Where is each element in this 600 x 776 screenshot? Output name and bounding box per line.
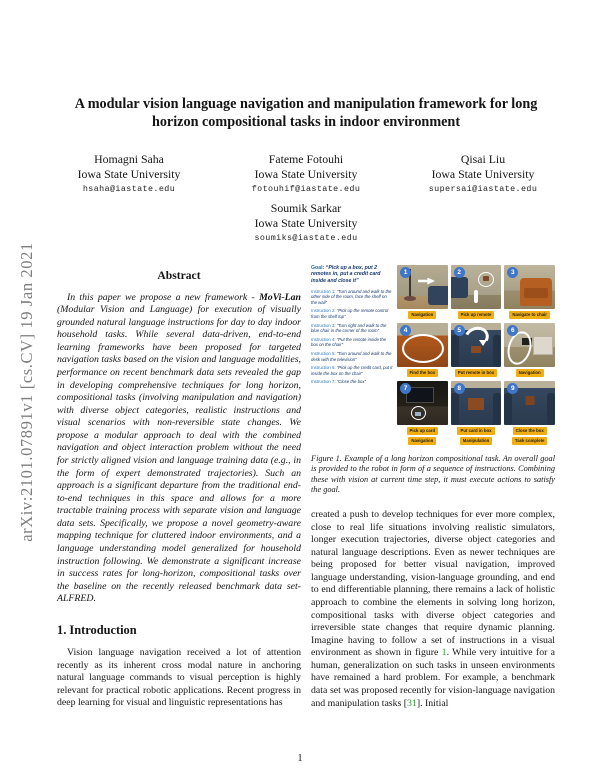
figure-frame-7 xyxy=(397,381,448,445)
step-number-badge: 8 xyxy=(454,383,465,394)
abstract-heading: Abstract xyxy=(157,268,201,282)
action-label: Close the box xyxy=(513,427,547,435)
closed-box-shape xyxy=(525,396,534,405)
instruction-label: Instruction 7: xyxy=(311,379,336,385)
figure-1 xyxy=(311,265,555,445)
couch-shape xyxy=(428,286,448,305)
instruction-label: Instruction 2: xyxy=(311,308,336,314)
introduction-heading: 1. Introduction xyxy=(57,622,137,637)
instruction-text: “Turn around and walk to the desk with the television” xyxy=(311,350,392,362)
instruction-label: Instruction 5: xyxy=(311,350,336,356)
step-number-badge: 7 xyxy=(400,383,411,394)
figure-frame-6 xyxy=(504,323,555,377)
instruction-item xyxy=(311,308,393,319)
body-text-part: created a push to develop techniques for ever more complex, close to real life situations involving realistic simulators, longer execution trajectories, diverse object categories and natural language descriptions. Even as newer techniques are being proposed for better visual navigation, improved language understanding, vision-language grounding, and end to end differentiable planning, there remains a lack of holistic approach to combine the elements in solving long horizon, compositional tasks with diverse object categories and irreversible state changes that require dynamic planning. Imagine having to follow a set of instructions in a visual environment as shown in figure xyxy=(311,508,555,659)
instruction-label: Instruction 6: xyxy=(311,365,336,371)
lamp-base-shape xyxy=(404,296,416,301)
instruction-text: “Pick up the credit card, put it inside the box on the chair” xyxy=(311,365,393,376)
action-label: Put card in box xyxy=(457,427,494,435)
figure-reference-link[interactable]: 1 xyxy=(441,647,447,659)
orange-chair-shape xyxy=(520,278,552,306)
figure-caption-text: Example of a long horizon compositional task. An overall goal is provided to the robot in form of a sequence of instructions. Combining these with vision at current time step, it must execute actions to satisfy the goal. xyxy=(311,453,555,495)
action-label-secondary: Manipulation xyxy=(460,437,493,445)
author-block xyxy=(413,152,553,194)
frame-6-scene xyxy=(504,323,555,367)
step-number-badge: 1 xyxy=(400,267,411,278)
instruction-label: Instruction 1: xyxy=(311,288,336,294)
framework-name: MoVi-Lan xyxy=(259,291,301,303)
figure-caption-label: Figure 1. xyxy=(311,453,342,463)
author-affiliation: Iowa State University xyxy=(254,166,358,181)
author-block xyxy=(57,201,555,243)
action-label: Pick up card xyxy=(407,427,439,435)
abstract-post: (Modular Vision and Language) for execution of visually grounded natural language instructions for day to day indoor household tasks. While several data-driven, end-to-end learning frameworks have been proposed for targeted navigation tasks based on the vision and language modalities, performance on recent benchmark data sets revealed the gap in developing comprehensive techniques for long horizon, compositional tasks (involving manipulation and navigation) with diverse object categories, realistic instructions and visual scenarios with non-reversible state changes. We propose a modular approach to deal with the combined navigation and object interaction problem without the need for strictly aligned vision and language training data (e.g., in the form of expert demonstrated trajectories). Such an approach is a significant departure from the traditional end-to-end techniques in this space and allows for a more tractable training process with separate vision and language data sets. Specifically, we propose a novel geometry-aware mapping technique for cluttered indoor environments, and a language understanding model generalized for household instruction following. We demonstrate a significant increase in success rates for long-horizon, compositional tasks over the baseline on the recently released benchmark data set-ALFRED. xyxy=(57,304,301,605)
body-text-part: . While very intuitive for a human, generalization on such tasks in unseen environments have remained a hard problem. For example, a benchmark data set was proposed recently for vision-language navigation and manipulation tasks [ xyxy=(311,647,555,709)
pickup-arrow-icon xyxy=(474,290,478,303)
author-affiliation: Iowa State University xyxy=(431,166,535,181)
instruction-text: “Pick up the remote control from the shelf top” xyxy=(311,308,389,320)
citation-reference-link[interactable]: 31 xyxy=(407,697,417,709)
action-label-secondary: Task complete xyxy=(512,437,548,445)
page-number: 1 xyxy=(297,753,303,764)
author-name: Soumik Sarkar xyxy=(270,200,342,215)
author-email: fotouhif@iastate.edu xyxy=(251,183,361,194)
figure-frame-9 xyxy=(504,381,555,445)
step-number-badge: 4 xyxy=(400,325,411,336)
author-name: Homagni Saha xyxy=(94,151,164,166)
instruction-label: Instruction 4: xyxy=(311,336,336,342)
frame-2-scene xyxy=(451,265,502,309)
paper-title: A modular vision language navigation and manipulation framework for long horizon compositional tasks in indoor environment xyxy=(74,96,538,130)
action-label: Navigation xyxy=(516,369,544,377)
highlight-ellipse-icon xyxy=(402,334,444,363)
action-label-secondary: Navigation xyxy=(408,437,436,445)
instruction-item xyxy=(311,365,393,376)
instruction-text: “Turn right and walk to the blue chair in the corner of the room” xyxy=(311,322,387,334)
step-number-badge: 9 xyxy=(507,383,518,394)
left-column xyxy=(57,265,301,711)
step-number-badge: 3 xyxy=(507,267,518,278)
instruction-item xyxy=(311,379,393,385)
instruction-item xyxy=(311,351,393,362)
frame-5-scene xyxy=(451,323,502,367)
move-arrow-icon xyxy=(418,278,435,285)
two-column-body xyxy=(57,265,555,711)
shelf-shape xyxy=(533,336,553,355)
instruction-text: “Put the remote inside the box on the chair” xyxy=(311,336,387,348)
figure-instruction-panel xyxy=(311,265,393,445)
figure-frame-5 xyxy=(451,323,502,377)
remote-object-shape xyxy=(483,276,489,281)
author-name: Qisai Liu xyxy=(460,151,506,166)
paper-content xyxy=(57,96,555,710)
instruction-label: Instruction 3: xyxy=(311,322,336,328)
action-label: Put remote in box xyxy=(455,369,497,377)
author-name: Fateme Fotouhi xyxy=(268,151,344,166)
figure-frame-grid xyxy=(397,265,555,445)
goal-label: Goal: xyxy=(311,264,325,271)
abstract-pre: In this paper we propose a new framework - xyxy=(67,291,260,303)
frame-7-scene xyxy=(397,381,448,425)
body-text-part: ]. Initial xyxy=(416,697,449,709)
figure-frame-8 xyxy=(451,381,502,445)
instruction-text: “Close the box” xyxy=(336,379,366,385)
author-block xyxy=(236,152,376,194)
right-column-text xyxy=(311,509,555,710)
box-object-shape xyxy=(468,398,484,410)
figure-frame-2 xyxy=(451,265,502,319)
action-label: Find the box xyxy=(407,369,439,377)
authors-row xyxy=(57,152,555,194)
figure-frame-3 xyxy=(504,265,555,319)
author-affiliation: Iowa State University xyxy=(254,215,358,230)
couch-shape xyxy=(451,277,468,298)
goal-line xyxy=(311,265,393,285)
step-number-badge: 5 xyxy=(454,325,465,336)
frame-4-scene xyxy=(397,323,448,367)
instruction-item xyxy=(311,337,393,348)
abstract-text xyxy=(57,292,301,606)
instruction-item xyxy=(311,323,393,334)
goal-text: “Pick up a box, put 2 remotes in, put a credit card inside and close it” xyxy=(311,264,381,284)
action-label: Navigation xyxy=(408,311,436,319)
author-email: soumiks@iastate.edu xyxy=(254,232,358,243)
frame-8-scene xyxy=(451,381,502,425)
right-column xyxy=(311,265,555,711)
instruction-text: “Turn around and walk to the other side of the room, face the shelf on the wall” xyxy=(311,288,392,305)
action-label: Pick up remote xyxy=(458,311,495,319)
author-email: supersai@iastate.edu xyxy=(428,183,538,194)
frame-9-scene xyxy=(504,381,555,425)
introduction-text: Vision language navigation received a lot of attention recently as its inherent cross modal nature in anchoring natural language commands to visual perception is highly relevant for practical robotic applications. Recent progress in deep learning for visual and linguistic representations has xyxy=(57,646,301,709)
place-arrow-icon xyxy=(461,323,492,351)
figure-caption xyxy=(311,454,555,496)
instruction-item xyxy=(311,289,393,306)
step-number-badge: 2 xyxy=(454,267,465,278)
figure-frame-4 xyxy=(397,323,448,377)
place-arrow-tip-icon xyxy=(479,340,487,346)
frame-1-scene xyxy=(397,265,448,309)
frame-3-scene xyxy=(504,265,555,309)
author-email: hsaha@iastate.edu xyxy=(82,183,176,194)
figure-frame-1 xyxy=(397,265,448,319)
author-block xyxy=(59,152,199,194)
credit-card-shape xyxy=(415,412,421,416)
arxiv-watermark: arXiv:2101.07891v1 [cs.CV] 19 Jan 2021 xyxy=(17,242,36,542)
action-label: Navigate to chair xyxy=(509,311,550,319)
author-affiliation: Iowa State University xyxy=(77,166,181,181)
step-number-badge: 6 xyxy=(507,325,518,336)
